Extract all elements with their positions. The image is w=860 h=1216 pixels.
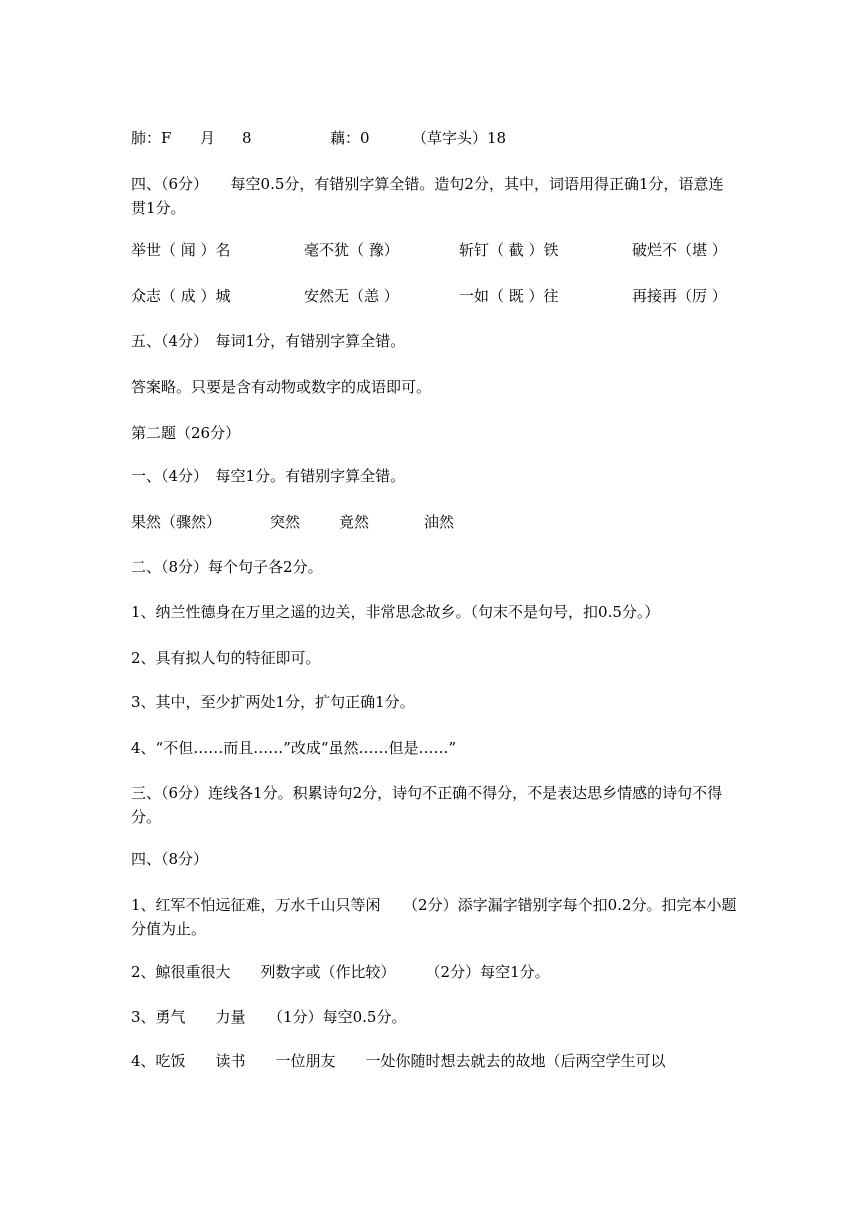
idiom-2: 毫不犹（ 豫） [304, 241, 399, 259]
section-5-answer: 答案略。只要是含有动物或数字的成语即可。 [131, 378, 432, 396]
word-answer-2: 突然 [270, 513, 301, 531]
word-answer-3: 竟然 [339, 513, 370, 531]
part-2-section-3-scoring: 三、（6分）连线各1分。积累诗句2分，诗句不正确不得分，不是表达思乡情感的诗句不得分。 [131, 784, 723, 826]
answer-fei: 肺：F [131, 129, 172, 147]
answer-ou: 藕：0 [330, 129, 370, 147]
part-2-section-4-item-2: 2、鲸很重很大 列数字或（作比较） （2分）每空1分。 [131, 963, 550, 981]
idiom-3: 斩钉（ 截 ）铁 [459, 241, 559, 259]
idiom-5: 众志（ 成 ）城 [131, 287, 231, 305]
idiom-1: 举世（ 闻 ）名 [131, 241, 231, 259]
part-2-section-4-item-4: 4、吃饭 读书 一位朋友 一处你随时想去就去的故地（后两空学生可以 [131, 1052, 666, 1070]
part-2-section-2-item-4: 4、“不但……而且……”改成“虽然……但是……” [131, 739, 457, 757]
part-2-section-4-item-3: 3、勇气 力量 （1分）每空0.5分。 [131, 1008, 407, 1026]
part-2-section-2-item-3: 3、其中，至少扩两处1分，扩句正确1分。 [131, 693, 415, 711]
answer-radical: （草字头）18 [412, 129, 507, 147]
part-2-heading: 第二题（26分） [131, 424, 241, 442]
part-2-section-2-item-2: 2、具有拟人句的特征即可。 [131, 649, 321, 667]
section-4-scoring: 四、（6分） 每空0.5分，有错别字算全错。造句2分，其中，词语用得正确1分，语意连贯1分。 [131, 175, 724, 217]
idiom-8: 再接再（厉 ） [632, 287, 727, 305]
part-2-section-2-scoring: 二、（8分）每个句子各2分。 [131, 558, 323, 576]
part-2-section-4-item-1: 1、红军不怕远征难，万水千山只等闲 （2分）添字漏字错别字每个扣0.2分。扣完本小题分值为止。 [131, 896, 737, 938]
idiom-6: 安然无（恙 ） [304, 287, 399, 305]
answer-yue: 月 [200, 129, 216, 147]
part-2-section-1-scoring: 一、（4分） 每空1分。有错别字算全错。 [131, 467, 406, 485]
idiom-7: 一如（ 既 ）往 [459, 287, 559, 305]
part-2-section-2-item-1: 1、纳兰性德身在万里之遥的边关，非常思念故乡。（句末不是句号，扣0.5分。） [131, 603, 660, 621]
idiom-4: 破烂不（堪 ） [632, 241, 727, 259]
word-answer-1: 果然（骤然） [131, 513, 222, 531]
part-2-section-4-heading: 四、（8分） [131, 850, 209, 868]
word-answer-4: 油然 [424, 513, 455, 531]
answer-stroke-count: 8 [242, 129, 252, 147]
section-5-scoring: 五、（4分） 每词1分，有错别字算全错。 [131, 332, 406, 350]
